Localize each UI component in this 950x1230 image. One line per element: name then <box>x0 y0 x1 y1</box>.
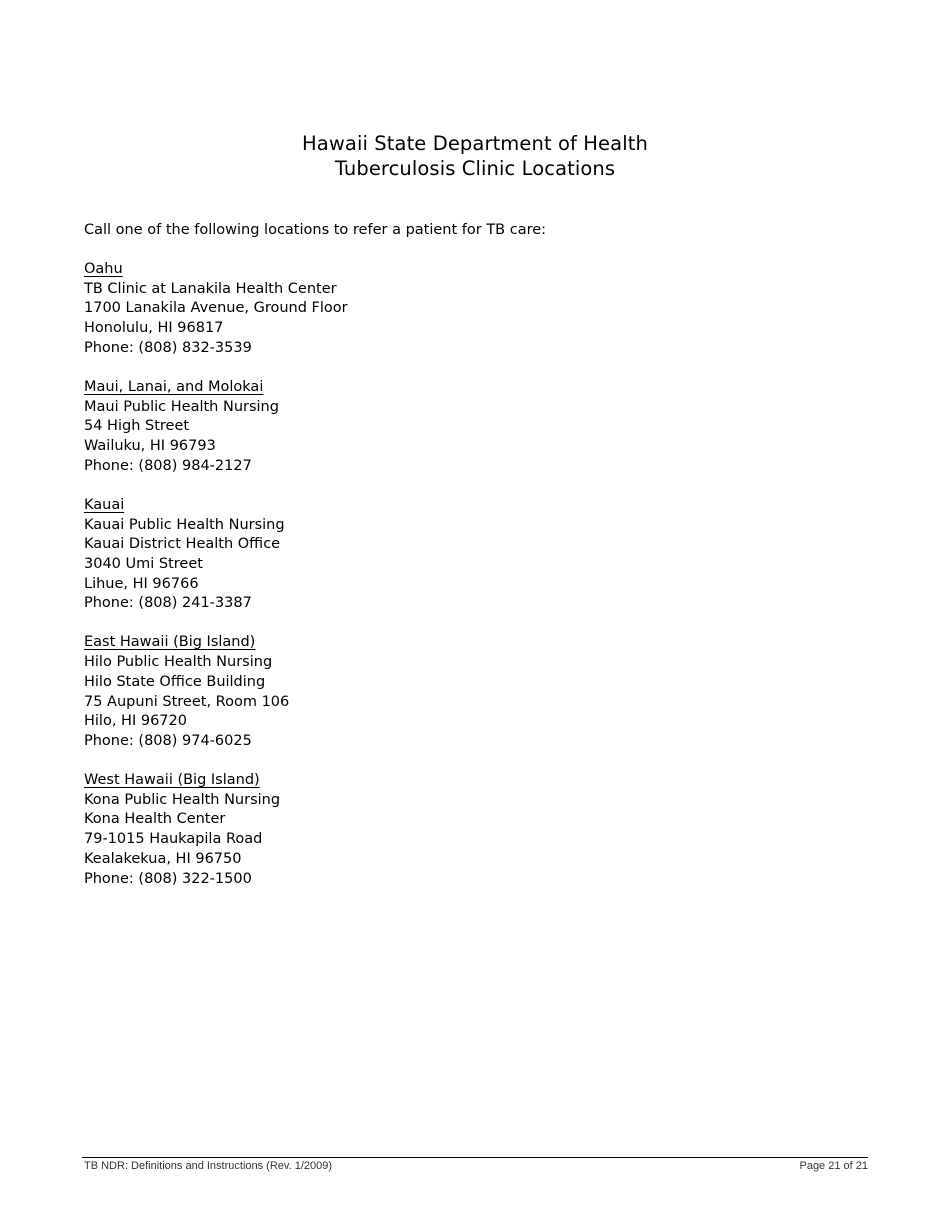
office-name: Hilo State Office Building <box>84 673 266 690</box>
region-heading: Kauai <box>84 496 125 513</box>
region-heading: Oahu <box>84 261 123 277</box>
street-address: 54 High Street <box>84 418 190 435</box>
title-line-department: Hawaii State Department of Health <box>302 132 648 155</box>
street-address: 1700 Lanakila Avenue, Ground Floor <box>84 300 348 317</box>
region-heading: West Hawaii (Big Island) <box>84 772 260 789</box>
location-oahu <box>84 260 348 359</box>
phone-number: Phone: (808) 984-2127 <box>84 457 252 474</box>
footer-document-title: TB NDR: Definitions and Instructions (Rev. 1/2009) <box>84 1160 333 1172</box>
phone-number: Phone: (808) 832-3539 <box>84 339 252 356</box>
location-maui-lanai-molokai <box>84 378 348 477</box>
clinic-name: TB Clinic at Lanakila Health Center <box>84 280 337 297</box>
location-east-hawaii <box>84 633 348 751</box>
street-address: 3040 Umi Street <box>84 555 203 572</box>
clinic-name: Maui Public Health Nursing <box>84 398 279 415</box>
city-state-zip: Kealakekua, HI 96750 <box>84 850 242 867</box>
phone-number: Phone: (808) 974-6025 <box>84 732 252 749</box>
region-heading: Maui, Lanai, and Molokai <box>84 378 264 395</box>
street-address: 75 Aupuni Street, Room 106 <box>84 693 290 710</box>
clinic-name: Kauai Public Health Nursing <box>84 516 285 533</box>
location-kauai <box>84 496 348 614</box>
city-state-zip: Lihue, HI 96766 <box>84 575 199 592</box>
region-heading: East Hawaii (Big Island) <box>84 634 256 651</box>
footer-page-number: Page 21 of 21 <box>799 1160 868 1172</box>
city-state-zip: Honolulu, HI 96817 <box>84 320 224 337</box>
location-list <box>84 260 348 909</box>
page-title <box>0 131 950 181</box>
office-name: Kona Health Center <box>84 811 226 828</box>
phone-number: Phone: (808) 241-3387 <box>84 595 252 612</box>
location-west-hawaii <box>84 771 348 889</box>
city-state-zip: Hilo, HI 96720 <box>84 713 187 730</box>
footer-divider <box>82 1157 868 1158</box>
title-line-clinic-locations: Tuberculosis Clinic Locations <box>334 157 616 180</box>
office-name: Kauai District Health Office <box>84 536 281 553</box>
street-address: 79-1015 Haukapila Road <box>84 831 263 848</box>
intro-text: Call one of the following locations to refer a patient for TB care: <box>84 222 547 238</box>
city-state-zip: Wailuku, HI 96793 <box>84 438 216 455</box>
phone-number: Phone: (808) 322-1500 <box>84 870 252 887</box>
clinic-name: Kona Public Health Nursing <box>84 791 281 808</box>
clinic-name: Hilo Public Health Nursing <box>84 654 273 671</box>
